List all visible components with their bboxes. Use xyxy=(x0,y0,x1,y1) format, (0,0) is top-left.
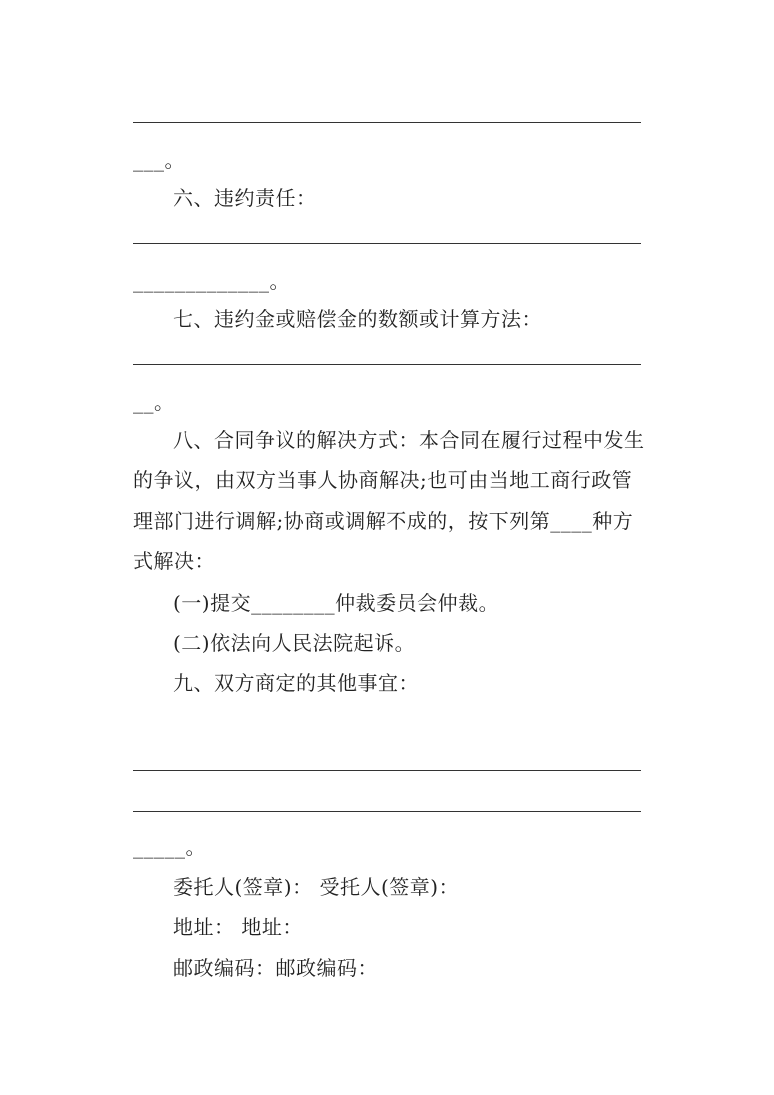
section-heading-dispute-resolution: 八、合同争议的解决方式：本合同在履行过程中发生 xyxy=(173,428,645,452)
option-arbitration: (一)提交________仲裁委员会仲裁。 xyxy=(173,591,500,615)
blank-rule xyxy=(133,364,641,365)
section-heading-other-matters: 九、双方商定的其他事宜： xyxy=(173,671,419,695)
blank-rule xyxy=(133,122,641,123)
text-line: _____________。 xyxy=(133,269,290,293)
section-heading-penalty-amount: 七、违约金或赔偿金的数额或计算方法： xyxy=(173,307,542,331)
blank-rule xyxy=(133,811,641,812)
blank-rule xyxy=(133,243,641,244)
text-line: ___。 xyxy=(133,148,185,172)
address-line: 地址： 地址： xyxy=(173,915,303,939)
option-litigation: (二)依法向人民法院起诉。 xyxy=(173,631,416,655)
postal-code-line: 邮政编码：邮政编码： xyxy=(173,956,378,980)
paragraph-line: 式解决： xyxy=(133,549,215,573)
blank-rule xyxy=(133,770,641,771)
signature-line: 委托人(签章)： 受托人(签章)： xyxy=(173,875,460,899)
text-line: __。 xyxy=(133,390,175,414)
paragraph-line: 的争议，由双方当事人协商解决;也可由当地工商行政管 xyxy=(133,468,633,492)
paragraph-line: 理部门进行调解;协商或调解不成的，按下列第____种方 xyxy=(133,509,634,533)
text-line: _____。 xyxy=(133,835,206,859)
section-heading-breach-liability: 六、违约责任： xyxy=(173,186,317,210)
